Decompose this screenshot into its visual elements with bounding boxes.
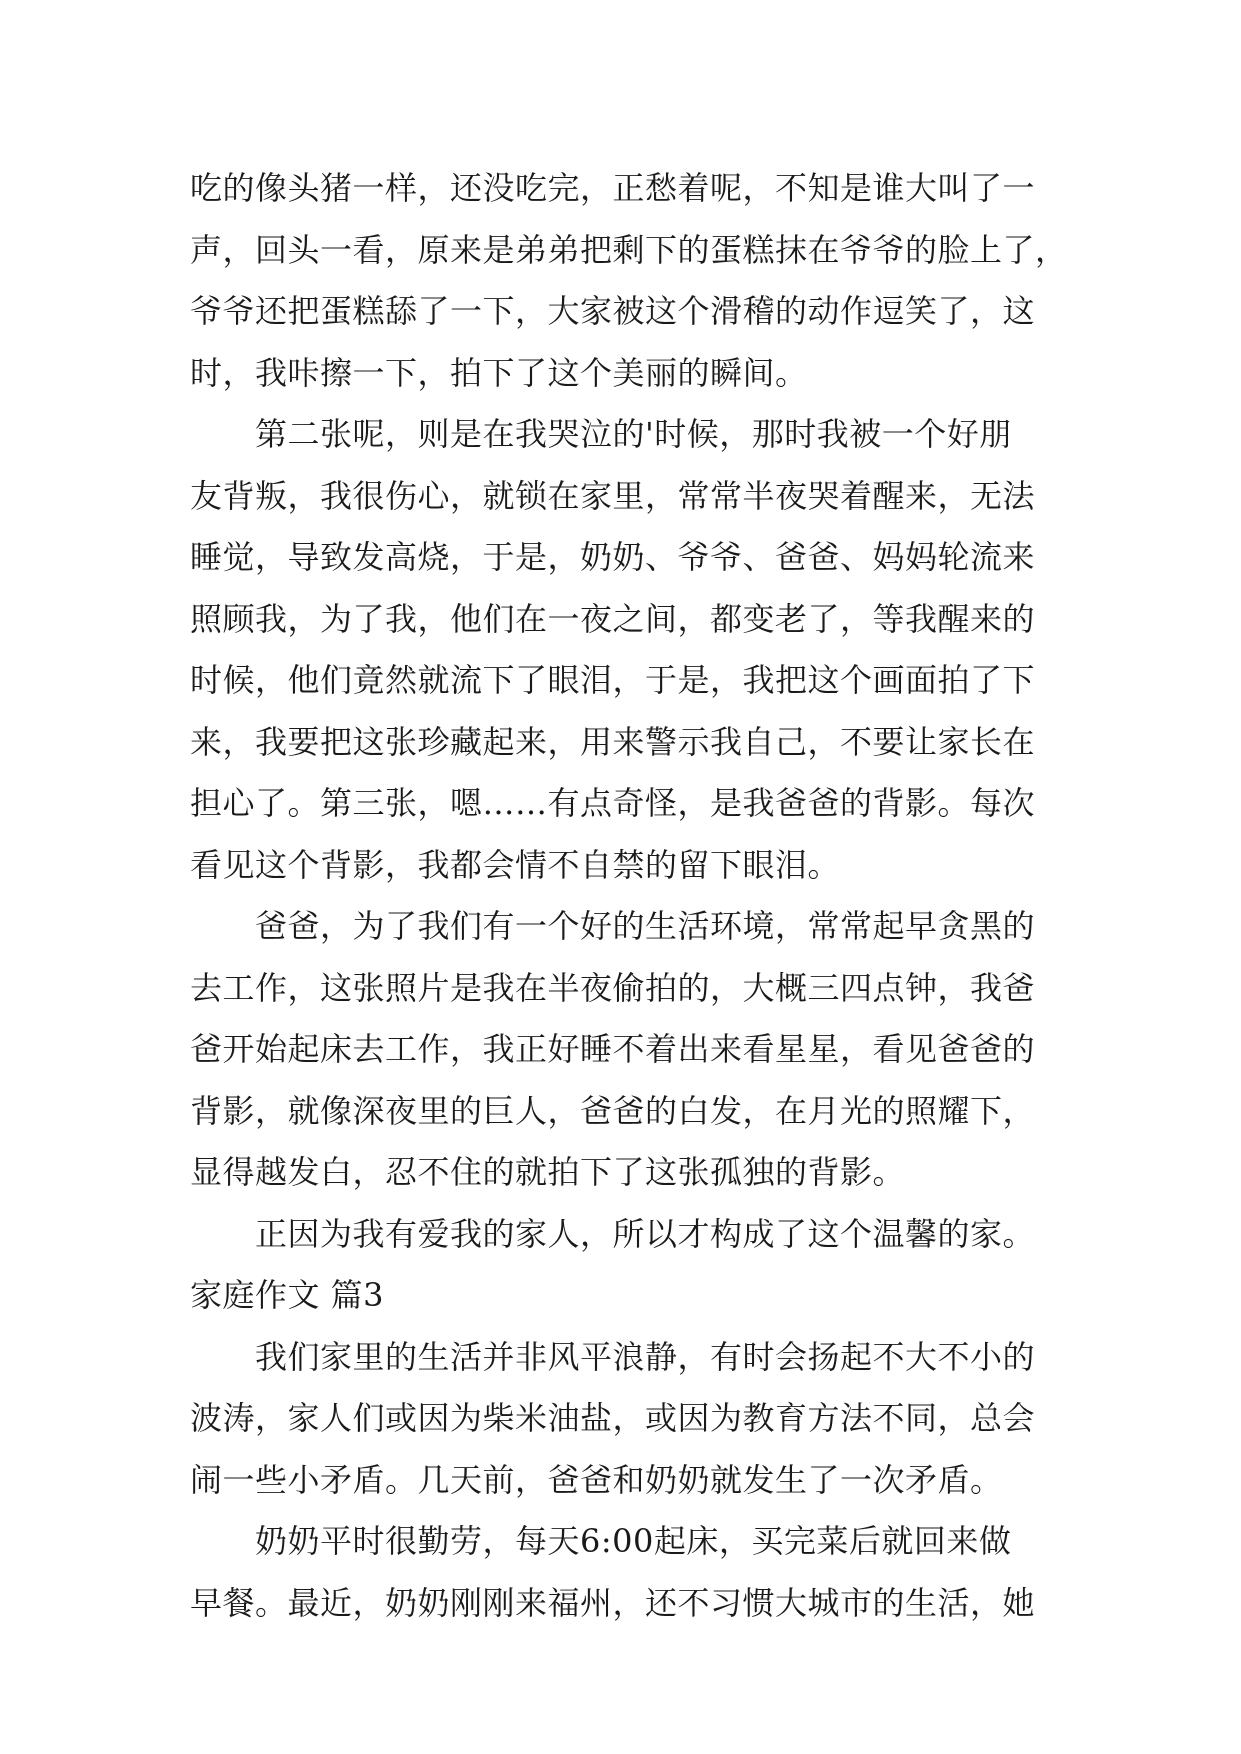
text-line: 友背叛，我很伤心，就锁在家里，常常半夜哭着醒来，无法 <box>190 476 1036 515</box>
text-line: 闹一些小矛盾。几天前，爸爸和奶奶就发生了一次矛盾。 <box>190 1460 1003 1499</box>
text-line: 看见这个背影，我都会情不自禁的留下眼泪。 <box>190 845 841 884</box>
text-line: 声，回头一看，原来是弟弟把剩下的蛋糕抹在爷爷的脸上了， <box>190 230 1068 269</box>
text-line: 奶奶平时很勤劳，每天6:00起床，买完菜后就回来做 <box>190 1522 1012 1560</box>
text-line: 爷爷还把蛋糕舔了一下，大家被这个滑稽的动作逗笑了，这 <box>190 292 1036 330</box>
text-line: 爸开始起床去工作，我正好睡不着出来看星星，看见爸爸的 <box>190 1030 1036 1068</box>
section-heading: 家庭作文 篇3 <box>190 1276 385 1314</box>
text-line: 去工作，这张照片是我在半夜偷拍的，大概三四点钟，我爸 <box>190 968 1036 1007</box>
text-line: 正因为我有爱我的家人，所以才构成了这个温馨的家。 <box>190 1214 1036 1253</box>
document-body <box>190 158 1068 1634</box>
text-line: 波涛，家人们或因为柴米油盐，或因为教育方法不同，总会 <box>190 1399 1036 1437</box>
text-line: 早餐。最近，奶奶刚刚来福州，还不习惯大城市的生活，她 <box>190 1583 1036 1622</box>
text-line: 我们家里的生活并非风平浪静，有时会扬起不大不小的 <box>190 1337 1036 1376</box>
text-line: 第二张呢，则是在我哭泣的'时候，那时我被一个好朋 <box>190 415 1012 453</box>
text-line: 睡觉，导致发高烧，于是，奶奶、爷爷、爸爸、妈妈轮流来 <box>190 538 1036 576</box>
text-line: 时，我咔擦一下，拍下了这个美丽的瞬间。 <box>190 353 808 392</box>
text-line: 来，我要把这张珍藏起来，用来警示我自己，不要让家长在 <box>190 722 1036 761</box>
text-line: 爸爸，为了我们有一个好的生活环境，常常起早贪黑的 <box>190 907 1036 945</box>
text-line: 照顾我，为了我，他们在一夜之间，都变老了，等我醒来的 <box>190 599 1036 638</box>
text-line: 担心了。第三张，嗯……有点奇怪，是我爸爸的背影。每次 <box>190 784 1036 822</box>
text-line: 背影，就像深夜里的巨人，爸爸的白发，在月光的照耀下， <box>190 1091 1036 1130</box>
text-line: 时候，他们竟然就流下了眼泪，于是，我把这个画面拍了下 <box>190 661 1036 699</box>
text-line: 显得越发白，忍不住的就拍下了这张孤独的背影。 <box>190 1153 906 1191</box>
text-line: 吃的像头猪一样，还没吃完，正愁着呢，不知是谁大叫了一 <box>190 169 1036 207</box>
